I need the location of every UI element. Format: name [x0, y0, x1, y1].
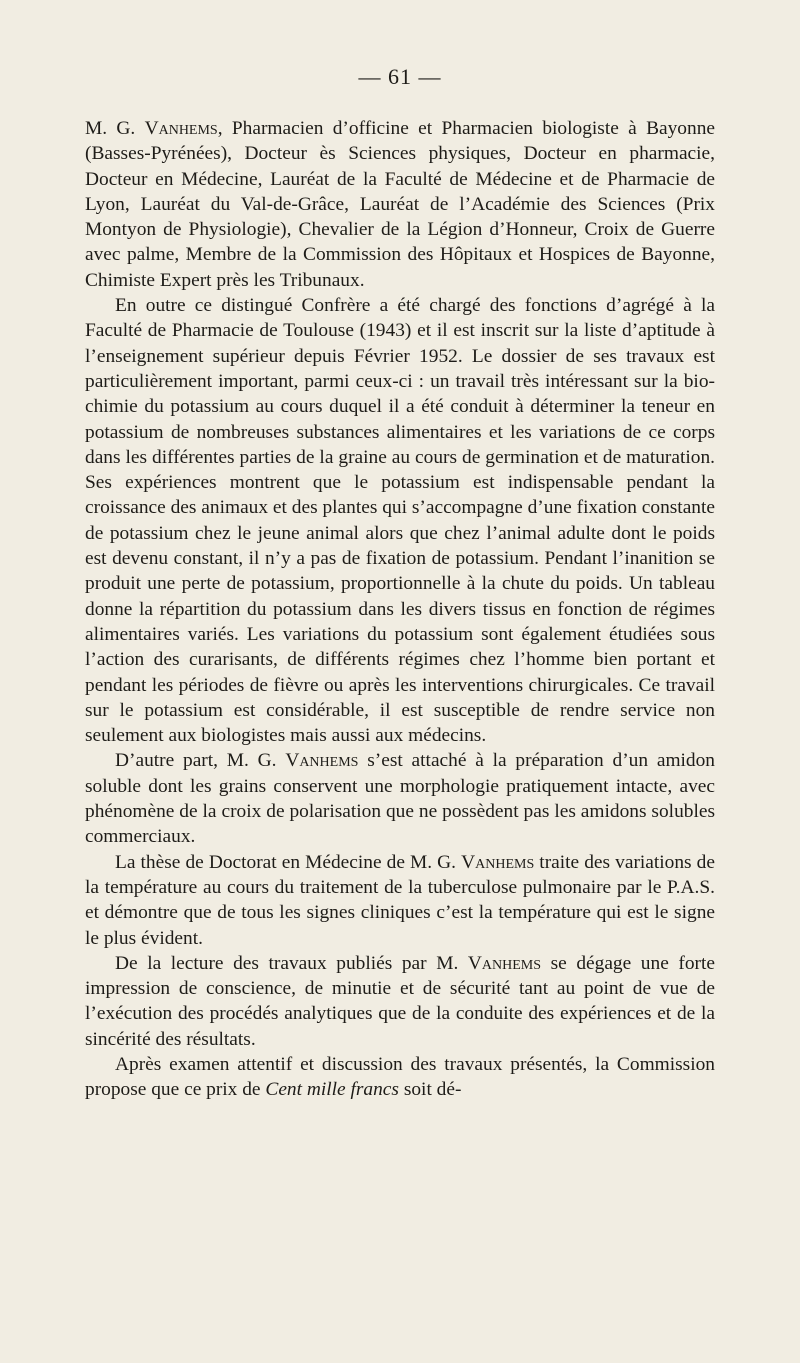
- author-name: Vanhems: [285, 750, 359, 772]
- paragraph-1: [85, 116, 715, 293]
- author-name: Vanhems: [461, 851, 535, 873]
- text-run: D’autre part, M. G.: [115, 750, 286, 772]
- text-run: Après examen attentif et discussion des travaux présentés, la Commission propose que ce prix de: [85, 1053, 715, 1101]
- body-text: [85, 116, 715, 1103]
- text-run: En outre ce distingué Confrère a été chargé des fonctions d’agrégé à la Faculté de Pharmacie de Toulouse (1943) et il est inscrit sur la liste d’aptitude à l’enseignement supérieur depuis Février 1952. Le dossier de ses travaux est particulièrement important, parmi ceux-ci : un travail très intéressant sur la biochimie du potassium au cours duquel il a été conduit à déterminer la teneur en potassium de nombreuses substances alimentaires et les variations de ce corps dans les différentes parties de la graine au cours de germination et de maturation. Ses expériences montrent que le potassium est indispensable pendant la croissance des animaux et des plantes qui s’accompagne d’une fixation constante de potassium chez le jeune animal alors que chez l’animal adulte dont le poids est devenu constant, il n’y a pas de fixation de potassium. Pendant l’inanition se produit une perte de potassium, proportionnelle à la chute du poids. Un tableau donne la répartition du potassium dans les divers tissus en fonction de régimes alimentaires variés. Les variations du potassium sont également étudiées sous l’action des curarisants, de différents régimes chez l’homme bien portant et pendant les périodes de fièvre ou après les interventions chirurgicales. Ce travail sur le potassium est considérable, il est susceptible de rendre service non seulement aux biologistes mais aussi aux médecins.: [85, 295, 715, 747]
- text-run: s’est attaché à la préparation d’un amidon soluble dont les grains conservent une morphologie pratiquement intacte, avec phénomène de la croix de polarisation que ne possèdent pas les amidons solubles commerciaux.: [85, 750, 715, 848]
- text-run: M. G.: [85, 118, 145, 139]
- prize-amount: Cent mille francs: [265, 1079, 399, 1101]
- text-run: De la lecture des travaux publiés par M.: [115, 952, 468, 974]
- paragraph-4: [85, 850, 715, 951]
- paragraph-3: [85, 748, 715, 849]
- page-number: — 61 —: [358, 64, 442, 89]
- paragraph-5: [85, 951, 715, 1052]
- text-run: , Pharmacien d’officine et Pharmacien biologiste à Bayonne (Basses-Pyrénées), Docteur ès Sciences physiques, Docteur en pharmacie, Docteur en Médecine, Lauréat de la Faculté de Médecine et de Pharmacie de Lyon, Lauréat du Val-de-Grâce, Lauréat de l’Académie des Sciences (Prix Montyon de Physiologie), Chevalier de la Légion d’Honneur, Croix de Guerre avec palme, Membre de la Commission des Hôpitaux et Hospices de Bayonne, Chimiste Expert près les Tribunaux.: [85, 118, 715, 291]
- paragraph-2: [85, 293, 715, 748]
- text-run: La thèse de Doctorat en Médecine de M. G.: [115, 851, 462, 873]
- text-run: traite des variations de la température au cours du traitement de la tuberculose pulmonaire par le P.A.S. et démontre que de tous les signes cliniques c’est la température qui est le signe le plus évident.: [85, 851, 715, 949]
- author-name: Vanhems: [144, 118, 218, 139]
- author-name: Vanhems: [467, 952, 541, 974]
- paragraph-6: [85, 1052, 715, 1103]
- text-run: soit dé-: [398, 1079, 462, 1101]
- text-run: se dégage une forte impression de conscience, de minutie et de sécurité tant au point de vue de l’exécution des procédés analytiques que de la conduite des expériences et de la sincérité des résultats.: [85, 952, 715, 1050]
